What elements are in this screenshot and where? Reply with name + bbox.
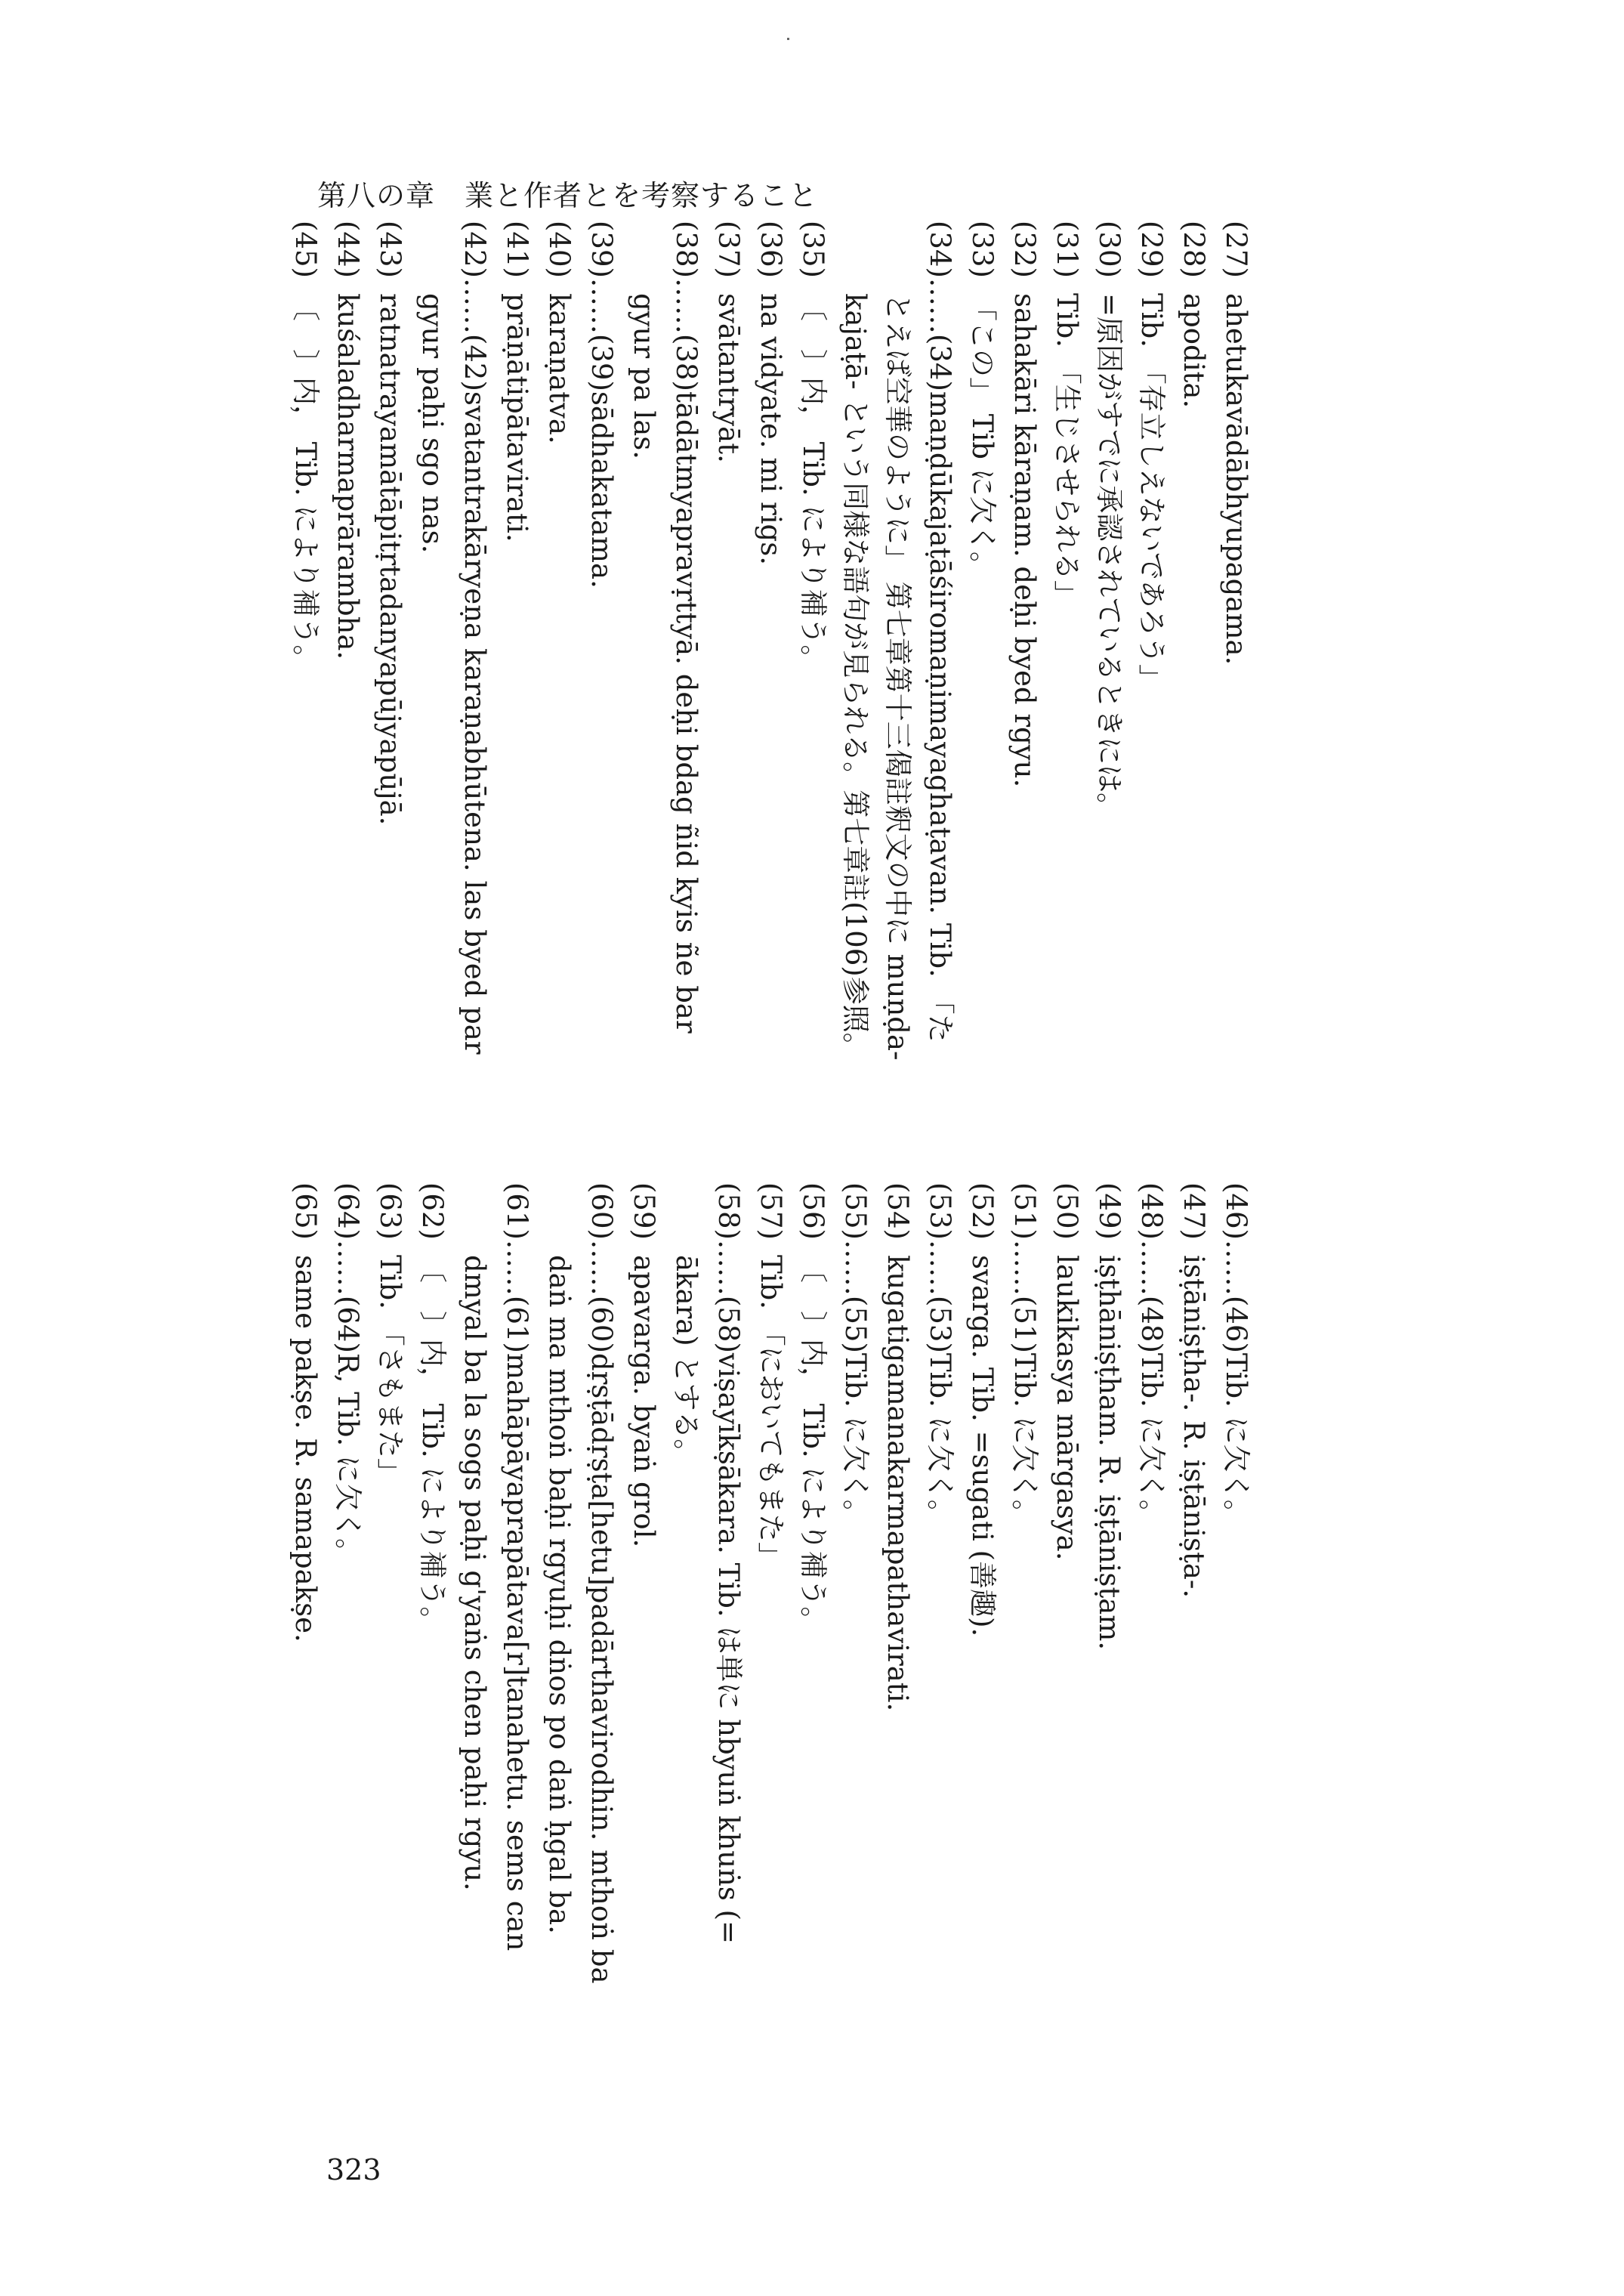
note-line — [926, 221, 954, 1043]
note-number: (39)……(39) — [585, 221, 618, 391]
note-text: gyur paḥi sgo nas. — [416, 293, 449, 554]
note-text: iṣṭāniṣṭha-. R. iṣṭāniṣṭa-. — [1178, 1255, 1210, 1599]
note-line — [839, 1182, 872, 1528]
note-text: とえば空華のように」 第七章第十三偈註釈文の中に muṇḍa- — [881, 293, 914, 1061]
note-text: na vidyate. mi rigs. — [755, 293, 787, 565]
note-line — [926, 1182, 954, 1528]
note-line — [881, 1182, 914, 1712]
note-line — [289, 1182, 322, 1642]
note-number: (57) — [755, 1182, 787, 1240]
note-line — [416, 221, 449, 554]
note-line — [458, 221, 491, 1055]
page-number: 323 — [326, 2153, 381, 2186]
note-number: (65) — [289, 1182, 322, 1240]
note-line — [712, 1182, 745, 1945]
note-text: kuśaladharmaprārambha. — [332, 293, 364, 660]
note-text: sādhakatama. — [585, 391, 618, 589]
note-text: Tib. に欠く。 — [839, 1352, 872, 1528]
note-line — [630, 1182, 658, 1547]
note-line — [1095, 1182, 1123, 1650]
note-text: Tib. 「さもまた」 — [374, 1255, 406, 1486]
note-line — [966, 1182, 999, 1637]
note-line — [503, 221, 531, 542]
note-text: Tib. に欠く。 — [1135, 1352, 1168, 1528]
note-number: (52) — [966, 1182, 999, 1240]
note-text: ratnatrayamātāpitṛtadanyapūjyapūjā. — [374, 293, 406, 826]
note-line — [1053, 221, 1081, 608]
note-line — [799, 1182, 827, 1634]
notes-column-lower — [289, 1182, 1428, 2104]
note-line — [543, 1182, 576, 1934]
note-text: =原因がすでに承認されているときには。 — [1093, 293, 1125, 821]
note-line — [1008, 221, 1041, 788]
note-number: (29) — [1135, 221, 1168, 278]
note-text: dṛṣṭādṛṣṭa[hetu]padārthavirodhin. mthoṅ ba — [585, 1352, 618, 1984]
note-line — [543, 221, 576, 444]
note-number: (60)……(60) — [585, 1182, 618, 1353]
note-line — [1222, 221, 1250, 665]
note-number: (56) — [797, 1182, 829, 1240]
note-text: viṣayīkṣākara. Tib. は単に hbyuṅ khuṅs (= — [712, 1352, 745, 1945]
note-number: (46)……(46) — [1220, 1182, 1252, 1353]
note-text: mahāpāyaprapātava[r]tanahetu. sems can — [501, 1352, 533, 1951]
note-line — [630, 221, 658, 459]
note-text: same pakṣe. R. samapakṣe. — [289, 1255, 322, 1642]
note-text: ahetukavādābhyupagama. — [1220, 293, 1252, 666]
note-text: Tib. 「存立しえないであろう」 — [1135, 293, 1168, 692]
note-text: svatantrakāryeṇa karaṇabhūtena. las byed par — [458, 391, 491, 1055]
note-text: iṣṭhāniṣṭham. R. iṣṭāniṣṭam. — [1093, 1255, 1125, 1651]
note-number: (61)……(61) — [501, 1182, 533, 1353]
note-number: (40) — [543, 221, 576, 278]
note-line — [1053, 1182, 1081, 1560]
note-number: (63) — [374, 1182, 406, 1240]
note-line — [585, 221, 618, 589]
note-number: (28) — [1178, 221, 1210, 278]
note-number: (30) — [1093, 221, 1125, 278]
note-line — [712, 221, 745, 463]
note-line — [334, 221, 362, 660]
note-text: Tib. 「においてもまた」 — [755, 1255, 787, 1570]
note-line — [334, 1182, 362, 1566]
note-text: ākara) とする。 — [670, 1255, 702, 1467]
note-line — [416, 1182, 449, 1635]
note-number: (43) — [374, 221, 406, 278]
note-number: (51)……(51) — [1008, 1182, 1041, 1353]
note-line — [289, 221, 322, 673]
note-text: tādātmyapravṛttyā. deḥi bdag ñid kyis ñe bar — [670, 391, 702, 1034]
note-number: (54) — [881, 1182, 914, 1240]
note-text: dmyal ba la sogs paḥi g'yaṅs chen paḥi rgyu. — [458, 1255, 491, 1891]
note-text: daṅ ma mthoṅ baḥi rgyuḥi dṅos po daṅ ḥgal ba. — [543, 1255, 576, 1934]
note-number: (50) — [1051, 1182, 1083, 1240]
note-number: (33) — [966, 221, 999, 278]
note-line — [757, 1182, 785, 1570]
note-line — [376, 1182, 404, 1486]
note-number: (35) — [797, 221, 829, 278]
note-line — [376, 221, 404, 825]
running-header: 第八の章 業と作者とを考察すること — [317, 179, 819, 212]
note-number: (38)……(38) — [670, 221, 702, 391]
note-text: R, Tib. に欠く。 — [332, 1352, 364, 1567]
note-number: (42)……(42) — [458, 221, 491, 391]
note-line — [672, 1182, 700, 1466]
note-line — [839, 221, 872, 1061]
note-line — [881, 221, 914, 1061]
note-line — [1135, 1182, 1168, 1528]
note-text: Tib. に欠く。 — [1008, 1352, 1041, 1528]
note-text: prāṇātipātavirati. — [501, 293, 533, 542]
note-line — [1180, 221, 1208, 408]
note-text: kugatigamanakarmapathavirati. — [881, 1255, 914, 1712]
note-number: (55)……(55) — [839, 1182, 872, 1353]
note-line — [1222, 1182, 1250, 1528]
note-number: (41) — [501, 221, 533, 278]
note-text: apodita. — [1178, 293, 1210, 409]
note-line — [1008, 1182, 1041, 1528]
note-number: (64)……(64) — [332, 1182, 364, 1353]
note-text: maṇḍūkajaṭāśiromaṇimayaghaṭavan. Tib. 「た — [924, 391, 956, 1043]
note-number: (53)……(53) — [924, 1182, 956, 1353]
note-text: 〔 〕内， Tib. により補う。 — [416, 1255, 449, 1635]
note-line — [672, 221, 700, 1034]
margin-mark — [787, 38, 789, 40]
note-number: (49) — [1093, 1182, 1125, 1240]
note-number: (34)……(34) — [924, 221, 956, 391]
note-line — [458, 1182, 491, 1891]
note-line — [799, 221, 827, 672]
note-number: (31) — [1051, 221, 1083, 278]
note-text: svātantryāt. — [712, 293, 745, 463]
notes-column-upper — [289, 221, 1428, 1142]
note-number: (32) — [1008, 221, 1041, 278]
note-text: sahakāri kāraṇam. deḥi byed rgyu. — [1008, 293, 1041, 788]
note-line — [1095, 221, 1123, 820]
note-text: 〔 〕内， Tib. により補う。 — [797, 293, 829, 673]
note-text: karaṇatva. — [543, 293, 576, 444]
note-line — [966, 221, 999, 579]
note-number: (27) — [1220, 221, 1252, 278]
note-line — [585, 1182, 618, 1984]
note-text: svarga. Tib. =sugati (善趣). — [966, 1255, 999, 1637]
note-number: (45) — [289, 221, 322, 278]
note-line — [503, 1182, 531, 1951]
note-number: (59) — [628, 1182, 660, 1240]
note-text: 〔 〕内， Tib. により補う。 — [289, 293, 322, 673]
note-text: Tib. 「生じさせられる」 — [1051, 293, 1083, 608]
note-text: gyur pa las. — [628, 293, 660, 460]
note-line — [1180, 1182, 1208, 1598]
note-number: (44) — [332, 221, 364, 278]
note-number: (58)……(58) — [712, 1182, 745, 1353]
note-text: 〔 〕内， Tib. により補う。 — [797, 1255, 829, 1635]
note-number: (37) — [712, 221, 745, 278]
note-text: apavarga. byaṅ grol. — [628, 1255, 660, 1548]
note-number: (47) — [1178, 1182, 1210, 1240]
note-line — [757, 221, 785, 565]
note-text: Tib. に欠く。 — [924, 1352, 956, 1528]
note-text: 「この」 Tib に欠く。 — [966, 293, 999, 579]
note-text: laukikasya mārgasya. — [1051, 1255, 1083, 1561]
note-text: Tib. に欠く。 — [1220, 1352, 1252, 1528]
note-number: (48)……(48) — [1135, 1182, 1168, 1353]
note-line — [1135, 221, 1168, 692]
note-text: kajaṭā- という同様な語句が見られる。第七章註(106)参照。 — [839, 293, 872, 1061]
note-number: (62) — [416, 1182, 449, 1240]
note-number: (36) — [755, 221, 787, 278]
